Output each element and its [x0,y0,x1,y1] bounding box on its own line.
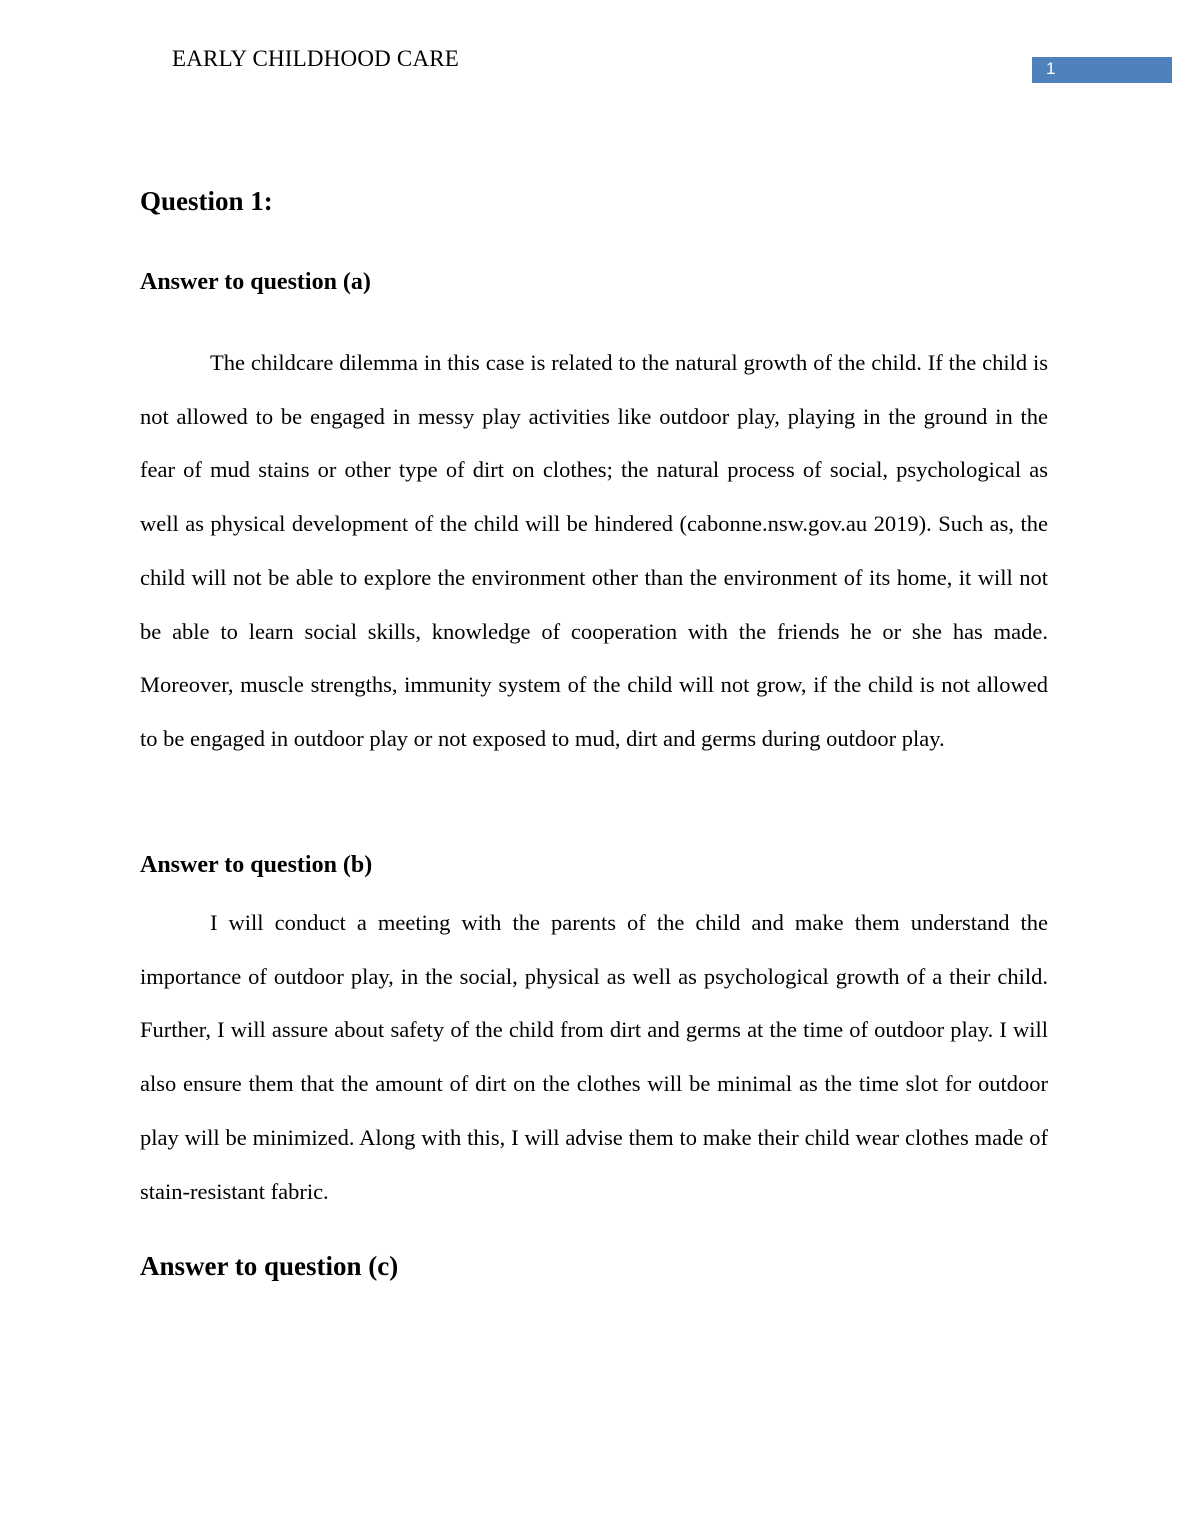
question-heading: Question 1: [140,186,273,216]
running-header-title: EARLY CHILDHOOD CARE [172,46,460,71]
page-number: 1 [1046,59,1056,78]
answer-paragraph-a: The childcare dilemma in this case is related to the natural growth of the child. If the child is not allowed to be engaged in messy play activities like outdoor play, playing in the ground in the fear of mud stains or other type of dirt on clothes; the natural process of social, psychological as well as physical development of the child will be hindered (cabonne.nsw.gov.au 2019). Such as, the child will not be able to explore the environment other than the environment of its home, it will not be able to learn social skills, knowledge of cooperation with the friends he or she has made. Moreover, muscle strengths, immunity system of the child will not grow, if the child is not allowed to be engaged in outdoor play or not exposed to mud, dirt and germs during outdoor play. [140,350,1048,751]
page-number-badge [1032,57,1172,83]
answer-heading-a: Answer to question (a) [140,269,371,295]
answer-heading-b: Answer to question (b) [140,852,373,878]
answer-heading-c: Answer to question (c) [140,1251,399,1281]
answer-paragraph-b: I will conduct a meeting with the parents of the child and make them understand the importance of outdoor play, in the social, physical as well as psychological growth of a their child. Further, I will assure about safety of the child from dirt and germs at the time of outdoor play. I will also ensure them that the amount of dirt on the clothes will be minimal as the time slot for outdoor play will be minimized. Along with this, I will advise them to make their child wear clothes made of stain-resistant fabric. [140,910,1048,1204]
